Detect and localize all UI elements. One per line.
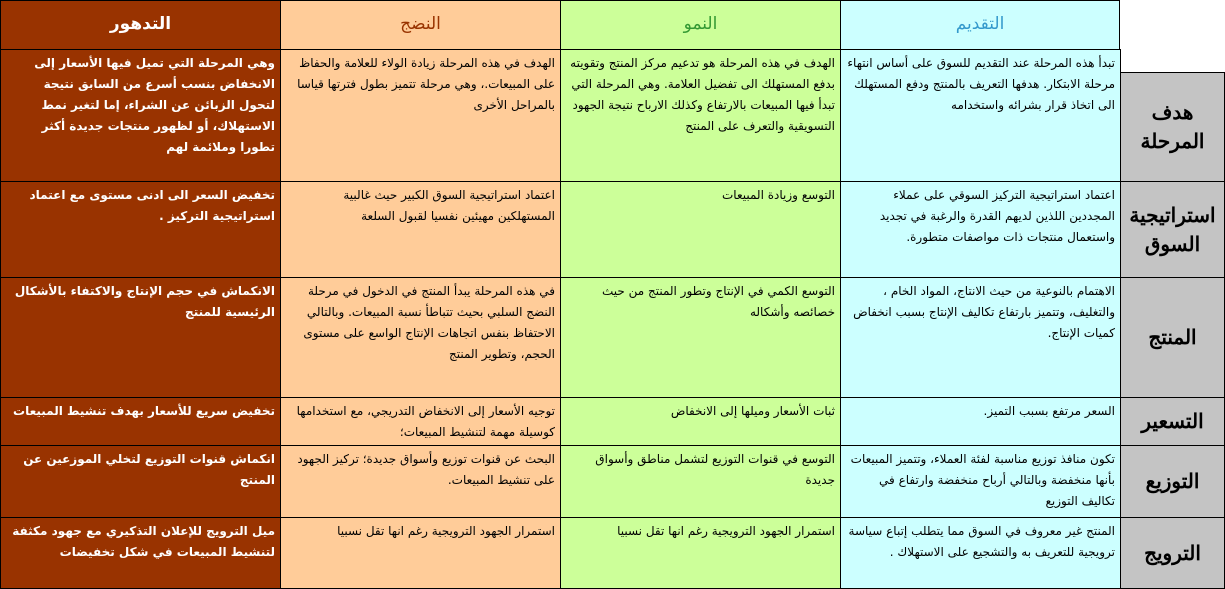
row-label-distribution: التوزيع xyxy=(1120,445,1225,518)
cell-promotion-growth: استمرار الجهود الترويجية رغم انها تقل نسبيا xyxy=(560,517,841,589)
cell-pricing-decline: تخفيض سريع للأسعار بهدف تنشيط المبيعات xyxy=(0,397,281,446)
cell-distribution-introduction: تكون منافذ توزيع مناسبة لفئة العملاء، وتتميز المبيعات بأنها منخفضة وبالتالي أرباح منخفضة وارتفاع في تكاليف التوزيع xyxy=(840,445,1121,518)
cell-distribution-maturity: البحث عن قنوات توزيع وأسواق جديدة؛ تركيز الجهود على تنشيط المبيعات. xyxy=(280,445,561,518)
cell-product-maturity: في هذه المرحلة يبدأ المنتج في الدخول في مرحلة النضج السلبي بحيث تتباطأ نسبة المبيعات. وبالتالي الاحتفاظ بنفس اتجاهات الإنتاج الواسع على مستوى الحجم، وتطوير المنتج xyxy=(280,277,561,398)
header-maturity: النضج xyxy=(280,0,561,50)
cell-pricing-growth: ثبات الأسعار وميلها إلى الانخفاض xyxy=(560,397,841,446)
cell-product-introduction: الاهتمام بالنوعية من حيث الانتاج، المواد الخام ، والتغليف، وتتميز بارتفاع تكاليف الإنتاج بسبب انخفاض كميات الإنتاج. xyxy=(840,277,1121,398)
cell-product-decline: الانكماش في حجم الإنتاج والاكتفاء بالأشكال الرئيسية للمنتج xyxy=(0,277,281,398)
cell-market-maturity: اعتماد استراتيجية السوق الكبير حيث غالبية المستهلكين مهيئين نفسيا لقبول السلعة xyxy=(280,181,561,278)
cell-market-decline: تخفيض السعر الى ادنى مستوى مع اعتماد استراتيجية التركيز . xyxy=(0,181,281,278)
header-decline: التدهور xyxy=(0,0,281,50)
header-growth: النمو xyxy=(560,0,841,50)
cell-pricing-introduction: السعر مرتفع بسبب التميز. xyxy=(840,397,1121,446)
cell-product-growth: التوسع الكمي في الإنتاج وتطور المنتج من حيث خصائصه وأشكاله xyxy=(560,277,841,398)
cell-promotion-introduction: المنتج غير معروف في السوق مما يتطلب إتباع سياسة ترويجية للتعريف به والتشجيع على الاستهلاك . xyxy=(840,517,1121,589)
cell-goal-decline: وهي المرحلة التي تميل فيها الأسعار إلى الانخفاض بنسب أسرع من السابق نتيجة لتحول الزبائن عن الشراء، إما لتغير نمط الاستهلاك، أو لظهور منتجات جديدة أكثر تطورا وملائمة لهم xyxy=(0,49,281,182)
cell-distribution-decline: انكماش قنوات التوزيع لتخلي الموزعين عن المنتج xyxy=(0,445,281,518)
cell-promotion-maturity: استمرار الجهود الترويجية رغم انها تقل نسبيا xyxy=(280,517,561,589)
row-label-goal: هدف المرحلة xyxy=(1120,72,1225,182)
row-label-pricing: التسعير xyxy=(1120,397,1225,446)
cell-market-growth: التوسع وزيادة المبيعات xyxy=(560,181,841,278)
cell-goal-maturity: الهدف في هذه المرحلة زيادة الولاء للعلامة والحفاظ على المبيعات.، وهي مرحلة تتميز بطول فترتها قياسا بالمراحل الأخرى xyxy=(280,49,561,182)
cell-market-introduction: اعتماد استراتيجية التركيز السوقي على عملاء المجددين اللذين لديهم القدرة والرغبة في تجديد واستعمال منتجات ذات مواصفات متطورة. xyxy=(840,181,1121,278)
cell-distribution-growth: التوسع في قنوات التوزيع لتشمل مناطق وأسواق جديدة xyxy=(560,445,841,518)
cell-goal-growth: الهدف في هذه المرحلة هو تدعيم مركز المنتج وتقويته بدفع المستهلك الى تفضيل العلامة. وهي المرحلة التي تبدأ فيها المبيعات بالارتفاع وكذلك الارباح نتيجة الجهود التسويقية والتعرف على المنتج xyxy=(560,49,841,182)
cell-promotion-decline: ميل الترويج للإعلان التذكيري مع جهود مكثفة لتنشيط المبيعات في شكل تخفيضات xyxy=(0,517,281,589)
row-label-market-strategy: استراتيجية السوق xyxy=(1120,181,1225,278)
header-introduction: التقديم xyxy=(840,0,1120,50)
cell-goal-introduction: تبدأ هذه المرحلة عند التقديم للسوق على أساس انتهاء مرحلة الابتكار. هدفها التعريف بالمنتج ودفع المستهلك الى اتخاذ قرار بشرائه واستخدامه xyxy=(840,49,1121,182)
cell-pricing-maturity: توجيه الأسعار إلى الانخفاض التدريجي، مع استخدامها كوسيلة مهمة لتنشيط المبيعات؛ xyxy=(280,397,561,446)
row-label-product: المنتج xyxy=(1120,277,1225,398)
row-label-promotion: الترويج xyxy=(1120,517,1225,589)
